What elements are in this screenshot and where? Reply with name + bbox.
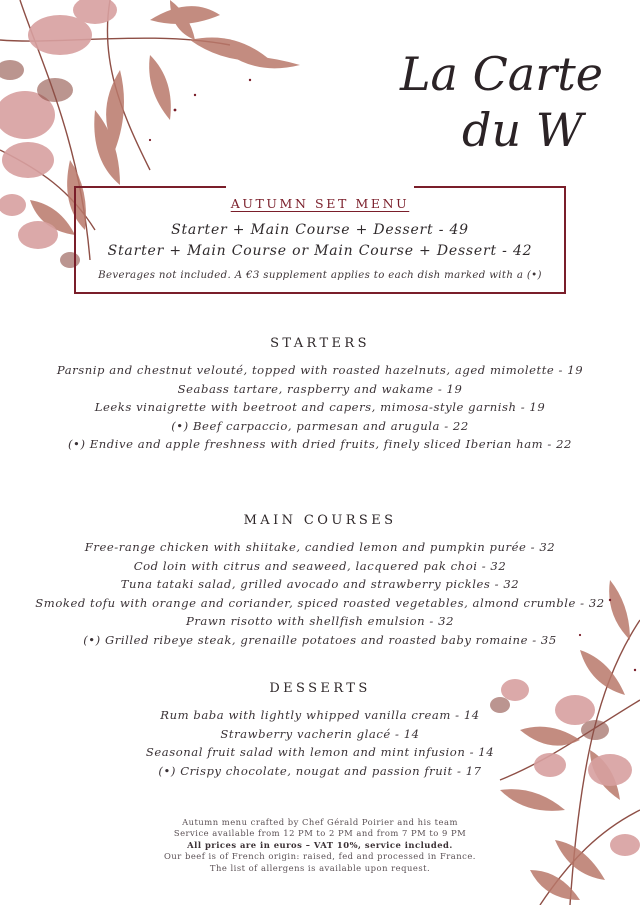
footer-allergens-note: The list of allergens is available upon request. <box>209 862 431 873</box>
set-menu-option-1: Starter + Main Course + Dessert - 49 <box>171 222 469 238</box>
desserts-heading: DESSERTS <box>269 681 371 696</box>
menu-item: (•) Crispy chocolate, nougat and passion fruit - 17 <box>158 763 482 778</box>
set-menu-option-2: Starter + Main Course or Main Course + Dessert - 42 <box>107 243 533 259</box>
menu-item: Smoked tofu with orange and coriander, spiced roasted vegetables, almond crumble - 32 <box>35 595 605 610</box>
menu-item: Tuna tataki salad, grilled avocado and strawberry pickles - 32 <box>120 577 520 592</box>
menu-item: Seabass tartare, raspberry and wakame - 19 <box>177 381 463 396</box>
menu-item: Cod loin with citrus and seaweed, lacquered pak choi - 32 <box>133 558 507 573</box>
main-courses-heading: MAIN COURSES <box>243 513 397 528</box>
menu-item: Prawn risotto with shellfish emulsion - 32 <box>185 614 454 629</box>
menu-title-line1: La Carte <box>400 47 603 101</box>
menu-item: (•) Endive and apple freshness with dried fruits, finely sliced Iberian ham - 22 <box>67 437 572 452</box>
menu-item: (•) Grilled ribeye steak, grenaille potatoes and roasted baby romaine - 35 <box>83 632 557 647</box>
footer-price-note: All prices are in euros – VAT 10%, service included. <box>187 839 453 850</box>
menu-title <box>396 28 616 168</box>
menu-item: Leeks vinaigrette with beetroot and capers, mimosa-style garnish - 19 <box>94 400 546 415</box>
desserts-section <box>0 681 640 780</box>
menu-item: Strawberry vacherin glacé - 14 <box>220 726 420 741</box>
starters-section <box>0 336 640 454</box>
menu-title-line2: du W <box>462 103 583 157</box>
menu-item: (•) Beef carpaccio, parmesan and arugula - 22 <box>171 418 469 433</box>
menu-item: Parsnip and chestnut velouté, topped with roasted hazelnuts, aged mimolette - 19 <box>56 363 584 377</box>
footer-beef-origin: Our beef is of French origin: raised, fed and processed in France. <box>164 851 476 862</box>
footer-chef-credit: Autumn menu crafted by Chef Gérald Poirier and his team <box>182 817 458 827</box>
set-menu-note: Beverages not included. A €3 supplement applies to each dish marked with a (•) <box>98 270 542 281</box>
menu-item: Free-range chicken with shiitake, candied lemon and pumpkin purée - 32 <box>84 540 556 554</box>
footer-service-hours: Service available from 12 PM to 2 PM and from 7 PM to 9 PM <box>173 828 467 839</box>
starters-heading: STARTERS <box>270 336 370 351</box>
set-menu-title: AUTUMN SET MENU <box>230 196 410 211</box>
menu-item: Rum baba with lightly whipped vanilla cream - 14 <box>160 708 480 722</box>
set-menu-box <box>74 186 566 294</box>
menu-item: Seasonal fruit salad with lemon and mint infusion - 14 <box>145 745 495 760</box>
main-courses-section <box>0 513 640 650</box>
menu-footer <box>0 817 640 874</box>
